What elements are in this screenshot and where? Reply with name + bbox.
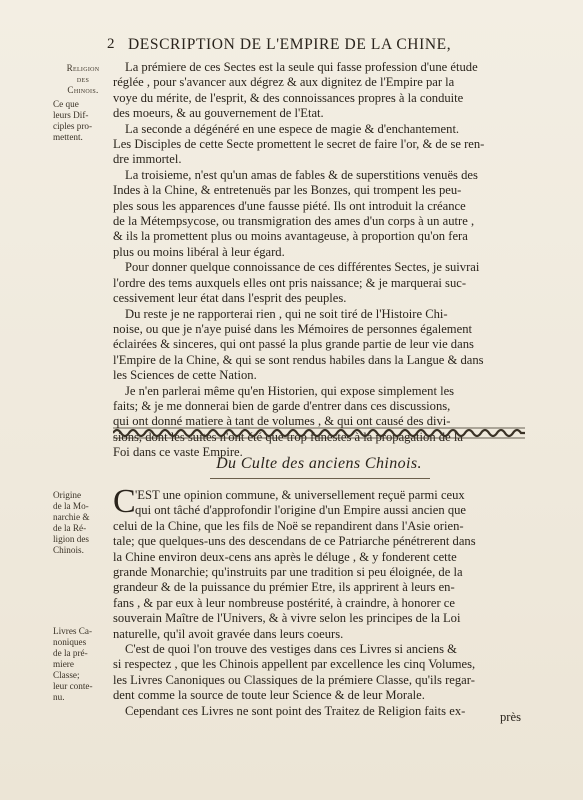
margin-note-disciples xyxy=(53,99,105,143)
text-line: de la Métempsycose, ou transmigration des ames d'un corps à un autre , xyxy=(113,214,475,229)
text-line: voye du mérite, de l'esprit, & des connoissances propres à la conduite xyxy=(113,90,464,105)
margin-note-origine xyxy=(53,490,107,556)
margin-note-line: Chinois. xyxy=(67,85,99,95)
ornament-divider-icon xyxy=(113,427,525,439)
text-line: dent comme la source de toute leur Science & de leur Morale. xyxy=(113,688,425,703)
text-line: Pour donner quelque connoissance de ces différentes Sectes, je suivrai xyxy=(125,260,480,275)
paragraph xyxy=(113,60,525,122)
margin-note-line: de la Ré- xyxy=(53,523,87,533)
margin-note-line: mettent. xyxy=(53,132,83,142)
margin-note-livres xyxy=(53,626,107,703)
paragraph xyxy=(113,384,525,461)
text-line: dre immortel. xyxy=(113,152,182,167)
text-line: Du reste je ne rapporterai rien , qui ne soit tiré de l'Histoire Chi- xyxy=(125,306,448,321)
margin-note-line: de la pré- xyxy=(53,648,88,658)
body-text-bottom xyxy=(113,488,525,719)
text-line: & ils la promettent plus ou moins avantageuse, à proportion qu'on fera xyxy=(113,229,468,244)
margin-note-line: des xyxy=(76,74,90,84)
text-line: Foi dans ce vaste Empire. xyxy=(113,445,243,460)
margin-note-line: miere xyxy=(53,659,74,669)
margin-note-line: leur conte- xyxy=(53,681,93,691)
text-line: Indes à la Chine, & entretenuës par les Bonzes, qui trompent les peu- xyxy=(113,183,462,198)
text-line: éclairées & sinceres, qui ont passé la plus grande partie de leur vie dans xyxy=(113,337,474,352)
margin-note-line: Livres Ca- xyxy=(53,626,93,636)
text-line: l'ordre des tems auxquels elles ont pris naissance; & je marquerai suc- xyxy=(113,275,467,290)
margin-note-line: nu. xyxy=(53,692,65,702)
paragraph xyxy=(113,260,525,306)
text-line: La troisieme, n'est qu'un amas de fables & de superstitions venuës des xyxy=(125,167,478,182)
paragraph xyxy=(113,168,525,260)
paragraph xyxy=(113,307,525,384)
text-line: grande Monarchie; qu'instruits par une tradition si peu éloignée, de la xyxy=(113,565,463,580)
text-line: des moeurs, & au gouvernement de l'Etat. xyxy=(113,106,324,121)
margin-note-line: leurs Dif- xyxy=(53,110,89,120)
text-line: l'Empire de la Chine, & qui se sont rendus habiles dans la Langue & dans xyxy=(113,352,484,367)
text-line: 'EST une opinion commune, & universellement reçuë parmi ceux xyxy=(135,488,465,502)
margin-note-line: ligion des xyxy=(53,534,89,544)
margin-note-line: ciples pro- xyxy=(53,121,93,131)
text-line: fans , & par eux à leur nombreuse postérité, à craindre, à honorer ce xyxy=(113,595,455,610)
margin-note-line: noniques xyxy=(53,637,87,647)
margin-note-line: Religion xyxy=(66,63,100,73)
text-line: naturelle, qu'il avoit gravée dans leurs coeurs. xyxy=(113,626,344,641)
text-line: noise, ou que je n'aye puisé dans les Mémoires de personnes également xyxy=(113,321,472,336)
title-rule xyxy=(210,478,430,479)
text-line: qui ont donné matiere à tant de volumes , & qui ont causé des divi- xyxy=(113,414,451,429)
body-text-top xyxy=(113,60,525,461)
margin-note-religion xyxy=(60,63,106,96)
text-line: La seconde a dégénéré en une espece de magie & d'enchantement. xyxy=(125,121,460,136)
text-line: La prémiere de ces Sectes est la seule qui fasse profession d'une étude xyxy=(125,60,478,74)
text-line: réglée , pour s'avancer aux dégrez & aux dignitez de l'Empire par la xyxy=(113,75,455,90)
margin-note-line: Classe; xyxy=(53,670,80,680)
page-number: 2 xyxy=(107,36,115,52)
margin-note-line: narchie & xyxy=(53,512,90,522)
section-title: Du Culte des anciens Chinois. xyxy=(216,455,422,472)
margin-note-line: de la Mo- xyxy=(53,501,89,511)
running-title: DESCRIPTION DE L'EMPIRE DE LA CHINE, xyxy=(128,36,452,53)
paragraph xyxy=(113,488,525,642)
text-line: grandeur & de la puissance du prémier Etre, ils apprirent à leurs en- xyxy=(113,580,455,595)
margin-note-line: Ce que xyxy=(53,99,79,109)
text-line: ples sous les apparences d'une fausse piété. Ils ont introduit la créance xyxy=(113,198,466,213)
text-line: qui ont tâché d'approfondir l'origine d'un Empire aussi ancien que xyxy=(135,503,467,518)
text-line: si respectez , que les Chinois appellent par excellence les cinq Volumes, xyxy=(113,657,476,672)
text-line: les Sciences de cette Nation. xyxy=(113,368,257,383)
text-line: Cependant ces Livres ne sont point des Traitez de Religion faits ex- xyxy=(125,703,466,718)
paragraph xyxy=(113,642,525,704)
text-line: les Livres Canoniques ou Classiques de la prémiere Classe, qu'ils regar- xyxy=(113,672,475,687)
paragraph xyxy=(113,704,525,719)
drop-cap: C xyxy=(113,483,136,520)
catchword: près xyxy=(500,710,521,724)
text-line: tale; que quelques-uns des descendans de ce Patriarche pénétrerent dans xyxy=(113,534,476,549)
text-line: la Chine environ deux-cens ans après le déluge , & y fonderent cette xyxy=(113,549,457,564)
text-line: Je n'en parlerai même qu'en Historien, qui expose simplement les xyxy=(125,383,455,398)
text-line: Les Disciples de cette Secte promettent le secret de faire l'or, & de se ren- xyxy=(113,137,485,152)
running-head xyxy=(0,36,583,58)
text-line: celui de la Chine, que les fils de Noë se repandirent dans l'Asie orien- xyxy=(113,518,464,533)
text-line: plus ou moins libéral à leur égard. xyxy=(113,244,285,259)
margin-note-line: Chinois. xyxy=(53,545,84,555)
text-line: faits; & je me donnerai bien de garde d'entrer dans ces discussions, xyxy=(113,398,451,413)
paragraph xyxy=(113,122,525,168)
text-line: cessivement leur état dans l'esprit des peuples. xyxy=(113,291,347,306)
text-line: souverain Maître de l'Univers, & à vivre selon les principes de la Loi xyxy=(113,611,461,626)
text-line: C'est de quoi l'on trouve des vestiges dans ces Livres si anciens & xyxy=(125,642,457,657)
margin-note-line: Origine xyxy=(53,490,82,500)
text-line: sions, dont les suites n'ont été que trop funestes à la propagation de la xyxy=(113,429,463,444)
